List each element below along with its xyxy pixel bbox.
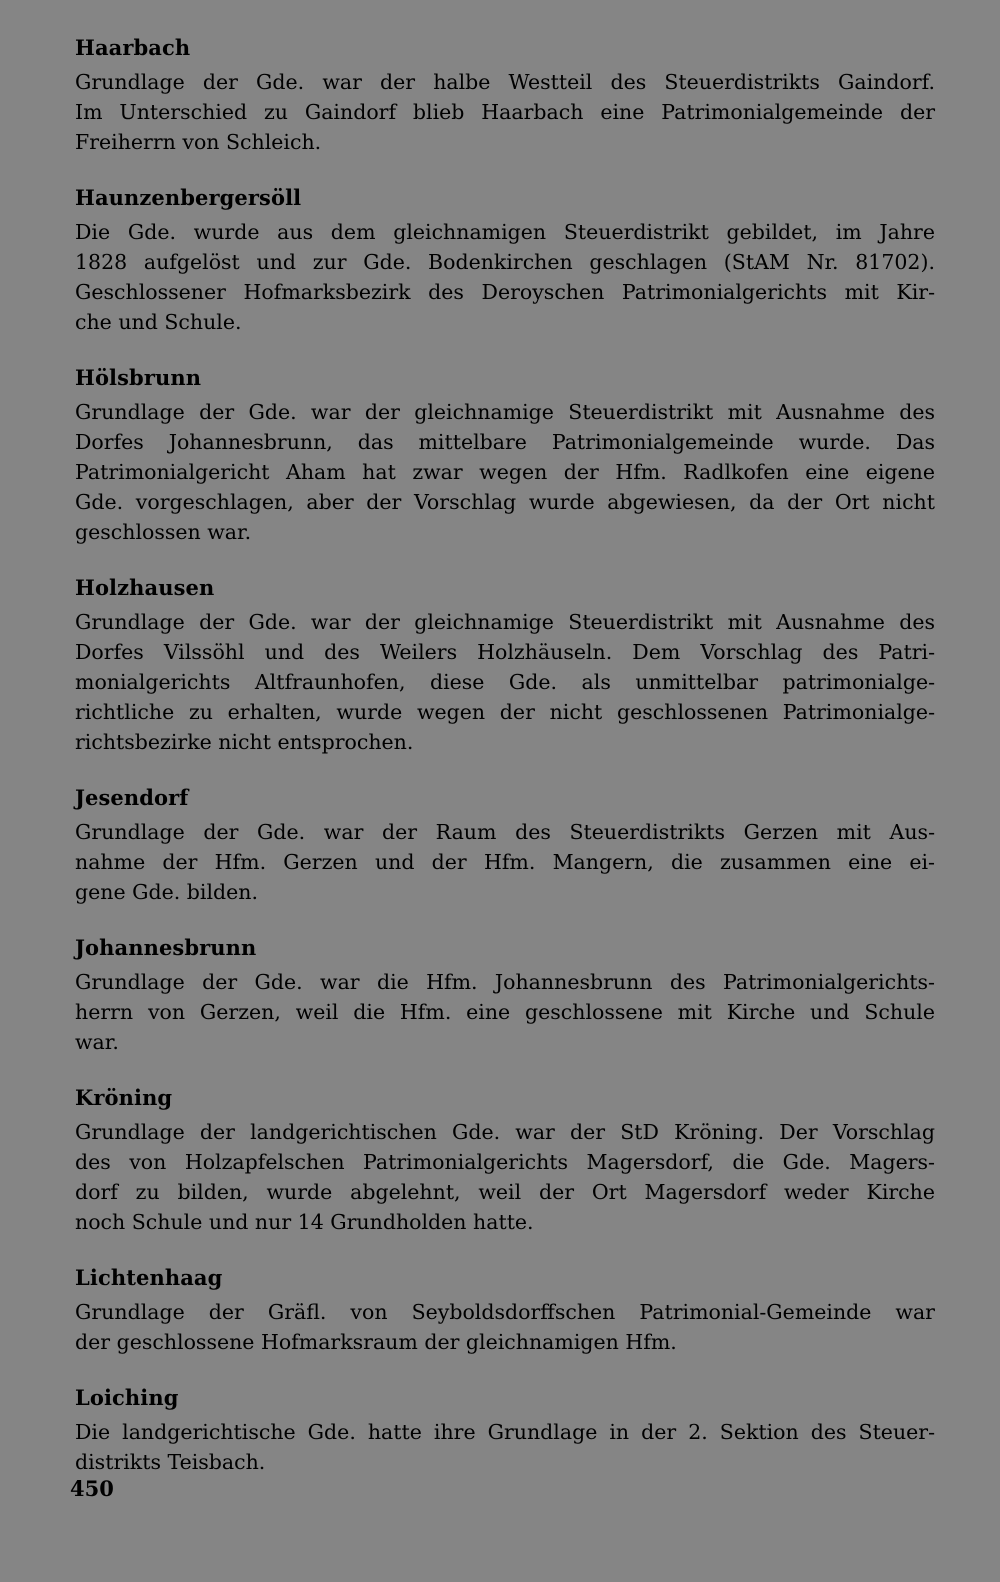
text-line: gene Gde. bilden. — [75, 880, 258, 904]
text-line: Die Gde. wurde aus dem gleichnamigen Steuerdistrikt gebildet, im Jahre — [75, 220, 935, 244]
entry-text — [75, 607, 935, 757]
text-line: geschlossen war. — [75, 520, 252, 544]
text-line: 1828 aufgelöst und zur Gde. Bodenkirchen geschlagen (StAM Nr. 81702). — [75, 250, 935, 274]
text-line: Gde. vorgeschlagen, aber der Vorschlag wurde abgewiesen, da der Ort nicht — [75, 490, 935, 514]
entry-text — [75, 1117, 935, 1237]
entry-text — [75, 817, 935, 907]
entry-loiching — [75, 1383, 935, 1477]
text-line: Grundlage der Gde. war der gleichnamige Steuerdistrikt mit Ausnahme des — [75, 400, 935, 424]
text-line: Grundlage der Gde. war der Raum des Steuerdistrikts Gerzen mit Aus- — [75, 820, 935, 844]
entry-text — [75, 397, 935, 547]
text-line: Dorfes Vilssöhl und des Weilers Holzhäuseln. Dem Vorschlag des Patri- — [75, 640, 935, 664]
entry-title: Haarbach — [75, 35, 191, 60]
entry-text — [75, 967, 935, 1057]
text-line: herrn von Gerzen, weil die Hfm. eine geschlossene mit Kirche und Schule — [75, 1000, 935, 1024]
text-line: nahme der Hfm. Gerzen und der Hfm. Mangern, die zusammen eine ei- — [75, 850, 935, 874]
entry-title: Kröning — [75, 1085, 173, 1110]
text-line: distrikts Teisbach. — [75, 1450, 266, 1474]
text-line: Grundlage der Gde. war der gleichnamige Steuerdistrikt mit Ausnahme des — [75, 610, 935, 634]
entry-holzhausen — [75, 573, 935, 757]
text-line: des von Holzapfelschen Patrimonialgerichts Magersdorf, die Gde. Magers- — [75, 1150, 935, 1174]
entry-lichtenhaag — [75, 1263, 935, 1357]
page-body — [75, 33, 935, 1503]
entry-hoelsbrunn — [75, 363, 935, 547]
entry-text — [75, 1297, 935, 1357]
text-line: Grundlage der Gde. war die Hfm. Johannesbrunn des Patrimonialgerichts- — [75, 970, 935, 994]
entry-title: Holzhausen — [75, 575, 215, 600]
entry-title: Lichtenhaag — [75, 1265, 223, 1290]
text-line: Dorfes Johannesbrunn, das mittelbare Patrimonialgemeinde wurde. Das — [75, 430, 935, 454]
entry-title: Haunzenbergersöll — [75, 185, 302, 210]
entry-johannesbrunn — [75, 933, 935, 1057]
text-line: Grundlage der Gräfl. von Seyboldsdorffschen Patrimonial-Gemeinde war — [75, 1300, 935, 1324]
entry-title: Hölsbrunn — [75, 365, 202, 390]
text-line: Freiherrn von Schleich. — [75, 130, 322, 154]
entry-haunzenbergersoell — [75, 183, 935, 337]
text-line: war. — [75, 1030, 119, 1054]
entry-title: Jesendorf — [75, 785, 189, 810]
text-line: Die landgerichtische Gde. hatte ihre Grundlage in der 2. Sektion des Steuer- — [75, 1420, 935, 1444]
text-line: Patrimonialgericht Aham hat zwar wegen der Hfm. Radlkofen eine eigene — [75, 460, 935, 484]
text-line: richtliche zu erhalten, wurde wegen der nicht geschlossenen Patrimonialge- — [75, 700, 935, 724]
text-line: dorf zu bilden, wurde abgelehnt, weil der Ort Magersdorf weder Kirche — [75, 1180, 935, 1204]
entry-text — [75, 1417, 935, 1477]
entry-text — [75, 217, 935, 337]
entry-haarbach — [75, 33, 935, 157]
entry-kroening — [75, 1083, 935, 1237]
entry-title: Loiching — [75, 1385, 179, 1410]
text-line: noch Schule und nur 14 Grundholden hatte. — [75, 1210, 534, 1234]
text-line: Im Unterschied zu Gaindorf blieb Haarbach eine Patrimonialgemeinde der — [75, 100, 935, 124]
text-line: Geschlossener Hofmarksbezirk des Deroyschen Patrimonialgerichts mit Kir- — [75, 280, 935, 304]
entry-jesendorf — [75, 783, 935, 907]
entry-title: Johannesbrunn — [75, 935, 257, 960]
text-line: der geschlossene Hofmarksraum der gleichnamigen Hfm. — [75, 1330, 677, 1354]
text-line: che und Schule. — [75, 310, 242, 334]
entry-text — [75, 67, 935, 157]
text-line: Grundlage der Gde. war der halbe Westteil des Steuerdistrikts Gaindorf. — [75, 70, 935, 94]
text-line: Grundlage der landgerichtischen Gde. war der StD Kröning. Der Vorschlag — [75, 1120, 935, 1144]
text-line: richtsbezirke nicht entsprochen. — [75, 730, 414, 754]
text-line: monialgerichts Altfraunhofen, diese Gde. als unmittelbar patrimonialge- — [75, 670, 935, 694]
page-number: 450 — [70, 1476, 114, 1501]
